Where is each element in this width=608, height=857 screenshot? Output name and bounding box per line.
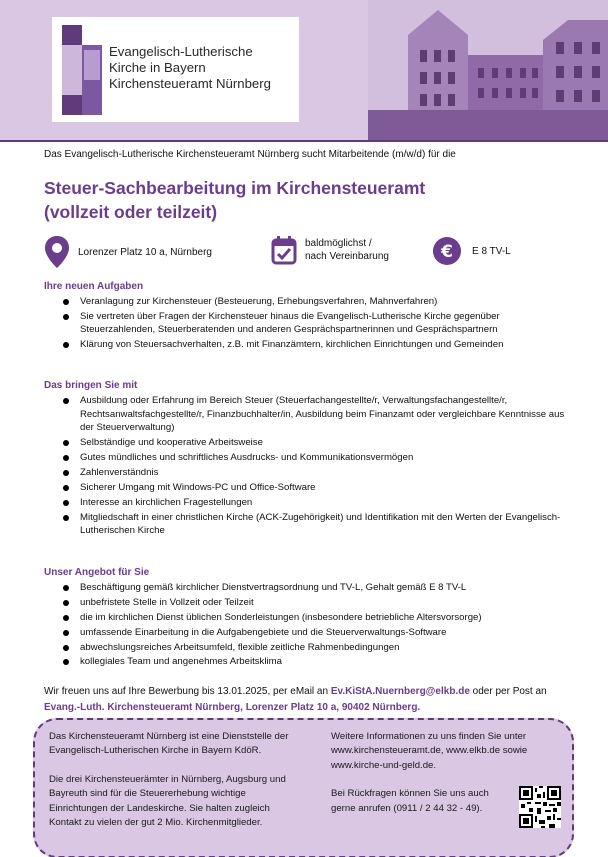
start-line: nach Vereinbarung [305,251,389,262]
job-title-line: (vollzeit oder teilzeit) [44,202,218,222]
intro-text: Das Evangelisch-Lutherische Kirchensteueramt Nürnberg sucht Mitarbeitende (m/w/d) für die [44,149,456,160]
section-requirements [44,380,574,539]
building-photo [368,0,608,140]
list-item: abwechslungsreiches Arbeitsumfeld, flexible zeitliche Rahmenbedingungen [44,641,574,655]
requirements-list [44,394,574,538]
list-item: kollegiales Team und angenehmes Arbeitsklima [44,655,574,669]
logo-line: Evangelisch-Lutherische [109,44,253,59]
list-item: die im kirchlichen Dienst üblichen Sonderleistungen (insbesondere betriebliche Altersvorsorge) [44,611,574,625]
list-item: Beschäftigung gemäß kirchlicher Dienstvertragsordnung und TV-L, Gehalt gemäß E 8 TV-L [44,581,574,595]
section-offer [44,567,574,670]
header-banner [0,0,608,140]
list-item: Sie vertreten über Fragen der Kirchensteuer hinaus die Evangelisch-Lutherische Kirche gegenüber Steuerzahlenden, Steuerberatenden und anderen Gesprächspartnerinnen und Gesprächspartnern [44,310,574,337]
logo-line: Kirche in Bayern [109,60,206,75]
location-text: Lorenzer Platz 10 a, Nürnberg [78,246,212,258]
postal-address: Evang.-Luth. Kirchensteueramt Nürnberg, Lorenzer Platz 10 a, 90402 Nürnberg. [44,701,421,713]
footer-paragraph: Weitere Informationen zu uns finden Sie unter www.kirchensteueramt.de, www.elkb.de sowie www.kirche-und-geld.de. [331,731,528,771]
tasks-list [44,295,574,352]
email-link[interactable]: Ev.KiStA.Nuernberg@elkb.de [330,686,470,697]
job-title-line: Steuer-Sachbearbeitung im Kirchensteueramt [44,178,426,198]
list-item: Mitgliedschaft in einer christlichen Kirche (ACK-Zugehörigkeit) und Identifikation mit den Werten der Evangelisch-Lutherischen Kirche [44,511,574,538]
section-heading: Ihre neuen Aufgaben [44,281,144,292]
list-item: Klärung von Steuersachverhalten, z.B. mit Finanzämtern, kirchlichen Einrichtungen und Gemeinden [44,338,574,352]
calendar-check-icon [271,235,297,265]
header-divider [0,140,608,142]
job-title [44,176,544,224]
key-facts [44,233,564,273]
footer-left [49,730,293,844]
pay-text: E 8 TV-L [472,245,511,257]
fact-start [271,235,389,265]
section-tasks [44,281,574,353]
list-item: Sicherer Umgang mit Windows-PC und Office-Software [44,481,574,495]
start-text [305,237,389,263]
list-item: Ausbildung oder Erfahrung im Bereich Steuer (Steuerfachangestellte/r, Verwaltungsfachangestellte/r, Rechtsanwaltsfachgestellte/r, Finanzbuchhalter/in, Ausbildung beim Finanzamt oder vergleichbare Kenntnisse aus der Steuerverwaltung) [44,394,574,435]
footer-paragraph: Bei Rückfragen können Sie uns auch gerne anrufen (0911 / 2 44 32 - 49). [331,788,489,814]
fact-location [44,235,212,269]
section-heading: Das bringen Sie mit [44,380,138,391]
location-pin-icon [44,235,70,269]
list-item: unbefristete Stelle in Vollzeit oder Teilzeit [44,596,574,610]
closing-text: oder per Post an [469,686,547,697]
church-logo-icon [62,25,102,115]
start-line: baldmöglichst / [305,238,372,249]
section-heading: Unser Angebot für Sie [44,567,150,578]
closing-text: Wir freuen uns auf Ihre Bewerbung bis 13.01.2025, per eMail an [44,686,331,697]
logo [52,17,299,122]
application-note [44,684,564,715]
list-item: Zahlenverständnis [44,466,574,480]
logo-text [109,44,271,92]
footer-paragraph: Die drei Kirchensteuerämter in Nürnberg, Augsburg und Bayreuth sind für die Steuererhebung wichtige Einrichtungen der Landeskirche. Sie halten zugleich Kontakt zu vielen der gut 2 Mio. Kirchenmitglieder. [49,773,286,829]
logo-line: Kirchensteueramt Nürnberg [109,76,271,91]
list-item: Selbständige und kooperative Arbeitsweise [44,436,574,450]
footer-info-box [33,718,574,857]
list-item: Gutes mündliches und schriftliches Ausdrucks- und Kommunikationsvermögen [44,451,574,465]
qr-code-icon[interactable] [519,786,561,828]
offer-list [44,581,574,669]
footer-paragraph: Das Kirchensteueramt Nürnberg ist eine Dienststelle der Evangelisch-Lutherischen Kirche in Bayern KdöR. [49,731,289,757]
fact-pay [432,236,511,266]
list-item: umfassende Einarbeitung in die Aufgabengebiete und die Steuerverwaltungs-Software [44,626,574,640]
list-item: Interesse an kirchlichen Fragestellungen [44,496,574,510]
euro-icon [432,236,462,266]
euro-symbol: € [441,242,453,262]
list-item: Veranlagung zur Kirchensteuer (Besteuerung, Erhebungsverfahren, Mahnverfahren) [44,295,574,309]
